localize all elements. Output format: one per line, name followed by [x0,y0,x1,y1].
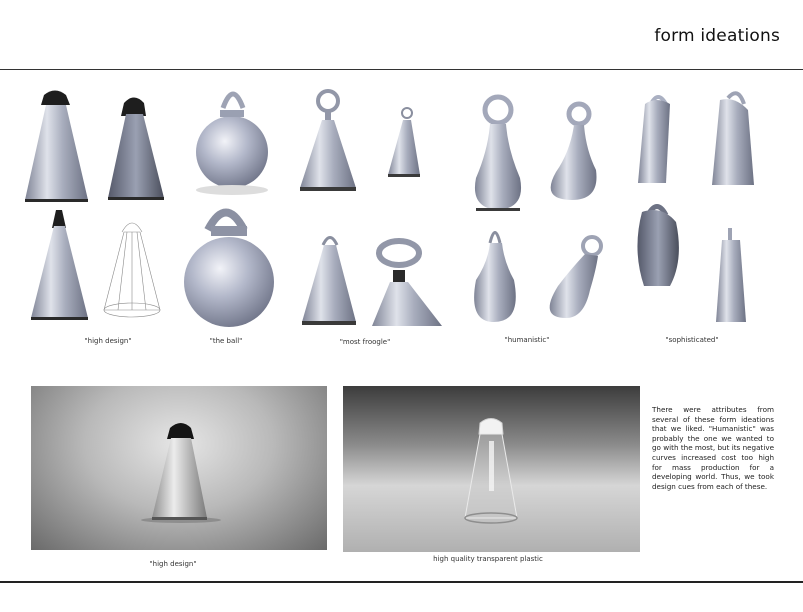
high-design-cone-3 [31,210,88,320]
high-design-wireframe [104,223,160,317]
caption-high-design: "high design" [84,337,132,345]
description-paragraph: There were attributes from several of these form ideations that we liked. "Humanistic" was probably the one we wanted to go with the most, but its negative curves increased cost too high for mass production for a developing world. Thus, we took design cues from each of these. [652,405,774,491]
ball-lamp-2 [184,213,274,328]
render-high-design-image [31,386,327,550]
caption-render-plastic: high quality transparent plastic [433,555,543,563]
froogle-lamp-1 [300,91,356,191]
humanistic-lamp-4 [550,237,601,318]
sophisticated-lamp-4 [716,228,746,322]
caption-most-froogle: "most froogle" [339,338,391,346]
caption-the-ball: "the ball" [209,337,243,345]
sophisticated-lamp-2 [712,93,754,185]
high-design-cone-2 [108,98,164,201]
sophisticated-lamp-3 [637,207,678,287]
froogle-lamp-3 [302,238,356,326]
humanistic-lamp-3 [474,233,516,323]
sophisticated-lamp-1 [638,97,670,183]
caption-sophisticated: "sophisticated" [665,336,719,344]
caption-humanistic: "humanistic" [504,336,550,344]
page-title: form ideations [654,26,780,46]
ball-lamp-1 [196,94,268,195]
bottom-divider [0,581,803,583]
humanistic-lamp-1 [475,97,521,211]
render-transparent-plastic-image [343,386,640,552]
caption-render-high-design: "high design" [149,560,197,568]
high-design-cone-1 [25,91,88,203]
froogle-lamp-4 [372,241,442,326]
froogle-lamp-2 [388,108,420,177]
humanistic-lamp-2 [551,104,597,200]
top-divider [0,69,803,70]
form-sketches-gallery [0,75,803,345]
